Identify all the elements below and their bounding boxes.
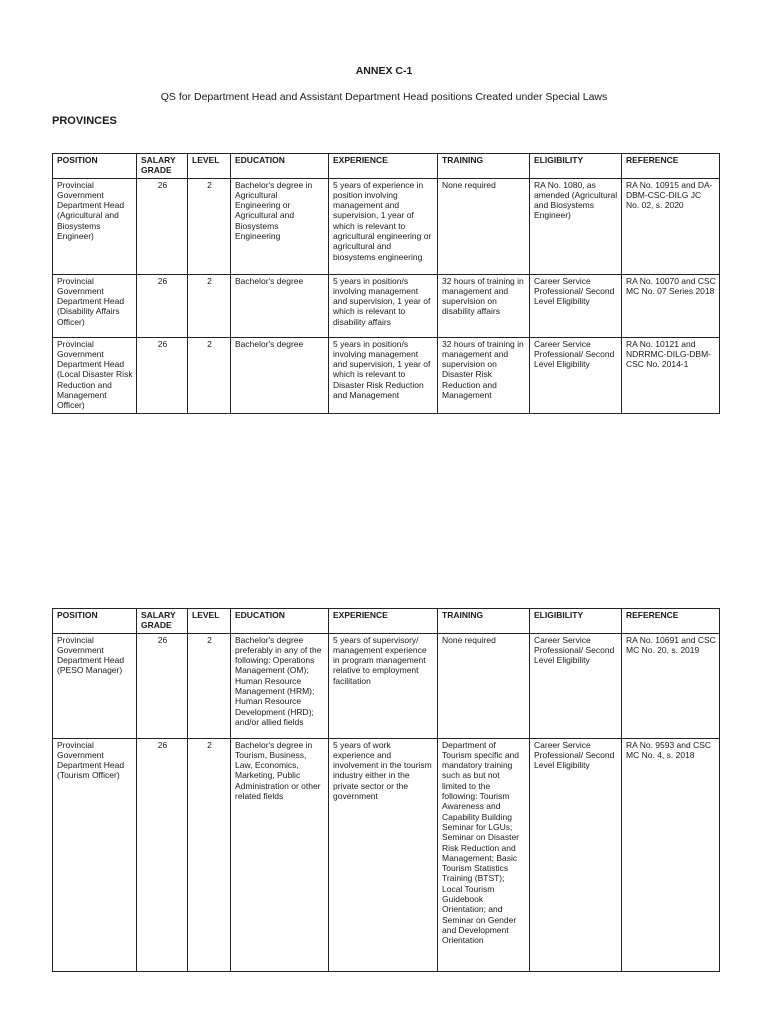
header-experience: EXPERIENCE xyxy=(329,154,438,179)
cell-eligibility: Career Service Professional/ Second Level Eligibility xyxy=(530,738,622,971)
header-reference: REFERENCE xyxy=(622,154,720,179)
cell-experience: 5 years in position/s involving management and supervision, 1 year of which is relevant to Disaster Risk Reduction and Management xyxy=(329,337,438,413)
cell-experience: 5 years of work experience and involvement in the tourism industry either in the private sector or the government xyxy=(329,738,438,971)
cell-level: 2 xyxy=(188,178,231,274)
header-education: EDUCATION xyxy=(231,609,329,634)
cell-position: Provincial Government Department Head (PESO Manager) xyxy=(53,633,137,738)
cell-level: 2 xyxy=(188,738,231,971)
table-row xyxy=(53,738,720,971)
cell-level: 2 xyxy=(188,633,231,738)
cell-experience: 5 years in position/s involving management and supervision, 1 year of which is relevant to disability affairs xyxy=(329,274,438,337)
cell-position: Provincial Government Department Head (Tourism Officer) xyxy=(53,738,137,971)
qualification-table-provinces-1 xyxy=(52,153,720,414)
annex-title: ANNEX C-1 xyxy=(355,65,413,77)
cell-eligibility: RA No. 1080, as amended (Agricultural and Biosystems Engineer) xyxy=(530,178,622,274)
cell-salary-grade: 26 xyxy=(137,274,188,337)
cell-education: Bachelor's degree xyxy=(231,337,329,413)
header-experience: EXPERIENCE xyxy=(329,609,438,634)
cell-reference: RA No. 10070 and CSC MC No. 07 Series 2018 xyxy=(622,274,720,337)
cell-reference: RA No. 10915 and DA-DBM-CSC-DILG JC No. 02, s. 2020 xyxy=(622,178,720,274)
cell-level: 2 xyxy=(188,337,231,413)
cell-reference: RA No. 9593 and CSC MC No. 4, s. 2018 xyxy=(622,738,720,971)
cell-reference: RA No. 10691 and CSC MC No. 20, s. 2019 xyxy=(622,633,720,738)
cell-training: 32 hours of training in management and supervision on disability affairs xyxy=(438,274,530,337)
cell-position: Provincial Government Department Head (Disability Affairs Officer) xyxy=(53,274,137,337)
header-eligibility: ELIGIBILITY xyxy=(530,609,622,634)
cell-reference: RA No. 10121 and NDRRMC-DILG-DBM-CSC No. 2014-1 xyxy=(622,337,720,413)
table-header-row xyxy=(53,154,720,179)
cell-salary-grade: 26 xyxy=(137,738,188,971)
header-eligibility: ELIGIBILITY xyxy=(530,154,622,179)
cell-training: None required xyxy=(438,178,530,274)
header-training: TRAINING xyxy=(438,609,530,634)
header-level: LEVEL xyxy=(188,154,231,179)
table-row xyxy=(53,274,720,337)
cell-experience: 5 years of experience in position involving management and supervision, 1 year of which is relevant to agricultural engineering or agricultural and biosystems engineering xyxy=(329,178,438,274)
header-salary-grade: SALARY GRADE xyxy=(137,154,188,179)
table-row xyxy=(53,633,720,738)
table-row xyxy=(53,337,720,413)
qualification-table-provinces-2 xyxy=(52,608,720,972)
header-training: TRAINING xyxy=(438,154,530,179)
cell-level: 2 xyxy=(188,274,231,337)
cell-salary-grade: 26 xyxy=(137,337,188,413)
header-reference: REFERENCE xyxy=(622,609,720,634)
document-subtitle: QS for Department Head and Assistant Department Head positions Created under Special Laws xyxy=(160,91,608,103)
cell-training: None required xyxy=(438,633,530,738)
header-level: LEVEL xyxy=(188,609,231,634)
header-salary-grade: SALARY GRADE xyxy=(137,609,188,634)
header-position: POSITION xyxy=(53,154,137,179)
cell-education: Bachelor's degree in Tourism, Business, Law, Economics, Marketing, Public Administration or other related fields xyxy=(231,738,329,971)
cell-eligibility: Career Service Professional/ Second Level Eligibility xyxy=(530,274,622,337)
header-education: EDUCATION xyxy=(231,154,329,179)
cell-education: Bachelor's degree preferably in any of the following: Operations Management (OM); Human Resource Management (HRM); Human Resource Development (HRD); and/or allied fields xyxy=(231,633,329,738)
header-position: POSITION xyxy=(53,609,137,634)
cell-eligibility: Career Service Professional/ Second Level Eligibility xyxy=(530,337,622,413)
cell-training: 32 hours of training in management and supervision on Disaster Risk Reduction and Management xyxy=(438,337,530,413)
cell-salary-grade: 26 xyxy=(137,633,188,738)
cell-education: Bachelor's degree in Agricultural Engineering or Agricultural and Biosystems Engineering xyxy=(231,178,329,274)
cell-salary-grade: 26 xyxy=(137,178,188,274)
table-row xyxy=(53,178,720,274)
cell-training: Department of Tourism specific and mandatory training such as but not limited to the following: Tourism Awareness and Capability Building Seminar for LGUs; Seminar on Disaster Risk Reduction and Management; Basic Tourism Statistics Training (BTST); Local Tourism Guidebook Orientation; and Seminar on Gender and Development Orientation xyxy=(438,738,530,971)
cell-position: Provincial Government Department Head (Local Disaster Risk Reduction and Management Officer) xyxy=(53,337,137,413)
cell-position: Provincial Government Department Head (Agricultural and Biosystems Engineer) xyxy=(53,178,137,274)
cell-experience: 5 years of supervisory/ management experience in program management relative to employment facilitation xyxy=(329,633,438,738)
table-header-row xyxy=(53,609,720,634)
section-heading: PROVINCES xyxy=(52,115,117,127)
cell-education: Bachelor's degree xyxy=(231,274,329,337)
cell-eligibility: Career Service Professional/ Second Level Eligibility xyxy=(530,633,622,738)
